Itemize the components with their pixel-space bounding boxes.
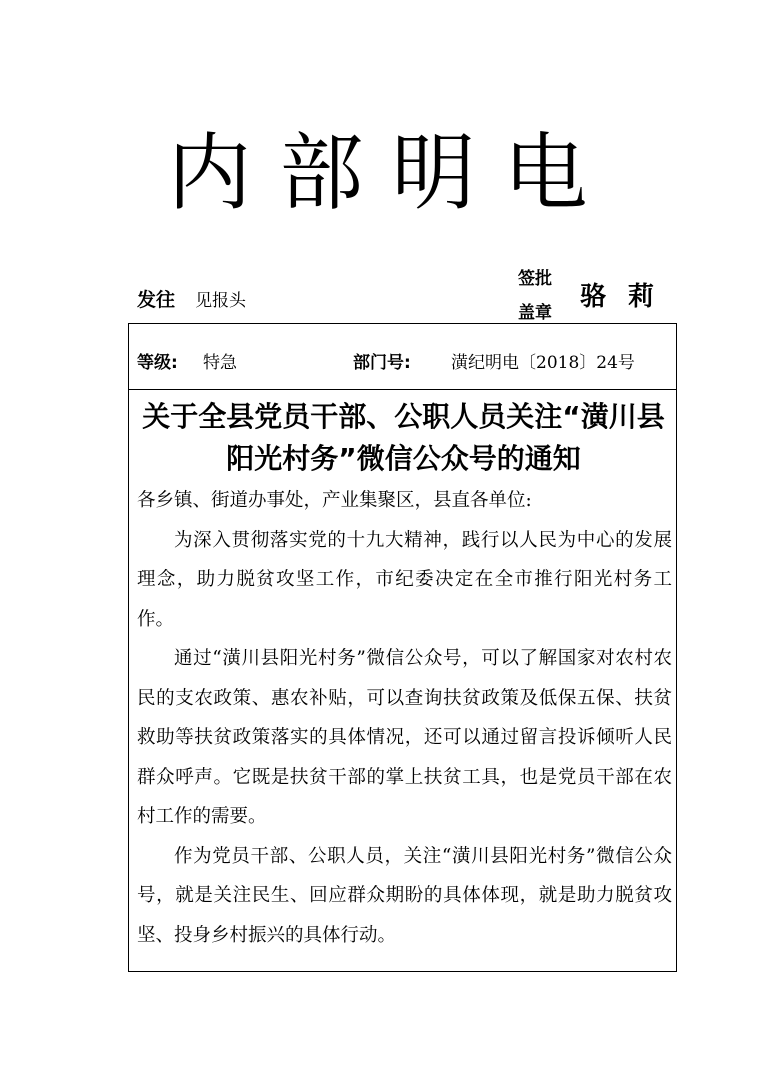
paragraph: 通过“潢川县阳光村务”微信公众号，可以了解国家对农村农民的支农政策、惠农补贴，可以查询扶贫政策及低保五保、扶贫救助等扶贫政策落实的具体情况，还可以通过留言投诉倾听人民群众呼声。它既是扶贫干部的掌上扶贫工具，也是党员干部在农村工作的需要。 <box>137 648 672 827</box>
approval-labels <box>518 262 566 330</box>
paragraph: 为深入贯彻落实党的十九大精神，践行以人民为中心的发展理念，助力脱贫攻坚工作，市纪委决定在全市推行阳光村务工作。 <box>137 529 672 630</box>
dept-number-value: 潢纪明电〔2018〕24号 <box>451 353 635 373</box>
document-title: 内部明电 <box>167 124 616 222</box>
dept-number-label: 部门号: <box>353 353 411 373</box>
notice-body <box>137 481 672 955</box>
notice-title-line: 关于全县党员干部、公职人员关注“潢川县 <box>142 400 665 433</box>
paragraph: 作为党员干部、公职人员，关注“潢川县阳光村务”微信公众号，就是关注民生、回应群众期盼的具体体现，就是助力脱贫攻坚、投身乡村振兴的具体行动。 <box>137 845 672 946</box>
seal-label: 盖章 <box>518 303 552 323</box>
signer-name: 骆莉 <box>580 282 677 312</box>
send-to-row <box>137 286 246 315</box>
salutation: 各乡镇、街道办事处，产业集聚区，县直各单位: <box>137 490 532 511</box>
meta-row <box>129 324 676 390</box>
send-to-label: 发往 <box>137 289 176 311</box>
level-value: 特急 <box>203 353 237 373</box>
sign-label: 签批 <box>518 269 552 289</box>
notice-title <box>135 396 672 480</box>
notice-title-line: 阳光村务”微信公众号的通知 <box>226 442 581 475</box>
level-label: 等级: <box>137 353 178 373</box>
telegram-body-box <box>128 323 677 972</box>
send-to-value: 见报头 <box>195 291 247 311</box>
